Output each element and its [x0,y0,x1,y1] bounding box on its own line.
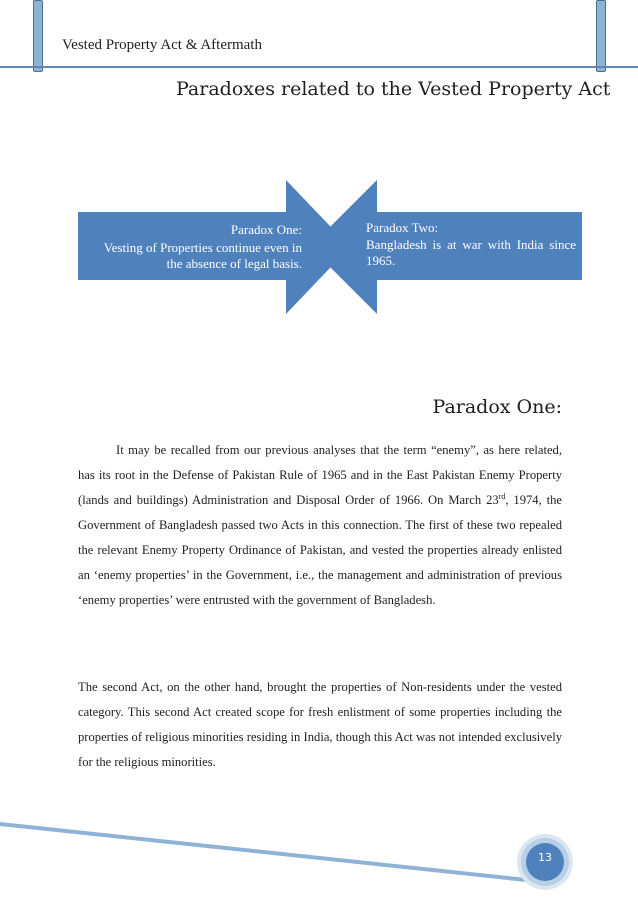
header-left-bar [33,0,43,72]
paradox-one-text: Vesting of Properties continue even in the absence of legal basis. [103,240,302,271]
section-heading: Paradox One: [432,396,562,418]
paragraph-1 [78,438,562,613]
paragraph-2: The second Act, on the other hand, brought the properties of Non-residents under the vested category. This second Act created scope for fresh enlistment of some properties including the properties of religious minorities residing in India, though this Act was not intended exclusively for the religious minorities. [78,680,562,769]
paradox-two-text: Bangladesh is at war with India since 1965. [366,237,576,268]
paradox-one-title: Paradox One: [230,222,302,237]
paradox-two-title: Paradox Two: [366,220,439,235]
running-header: Vested Property Act & Aftermath [62,37,262,53]
paragraph-1-part-a: It may be recalled from our previous analyses that the term “enemy”, as here related, has its root in the Defense of Pakistan Rule of 1965 and in the East Pakistan Enemy Property (lands and buildings) Administration and Disposal Order of 1966. On March 23 [78,443,562,507]
paragraph-1-part-b: , 1974, the Government of Bangladesh passed two Acts in this connection. The first of these two repealed the relevant Enemy Property Ordinance of Pakistan, and vested the properties already enlisted an ‘enemy properties’ in the Government, i.e., the management and administration of previous ‘enemy properties’ were entrusted with the government of Bangladesh. [78,493,563,607]
page-number: 13 [538,851,552,864]
header-rule [0,66,638,68]
document-title: Paradoxes related to the Vested Property Act [176,78,611,100]
header-right-bar [596,0,606,72]
footer-rule [0,824,545,882]
ordinal-superscript: rd [498,491,506,501]
